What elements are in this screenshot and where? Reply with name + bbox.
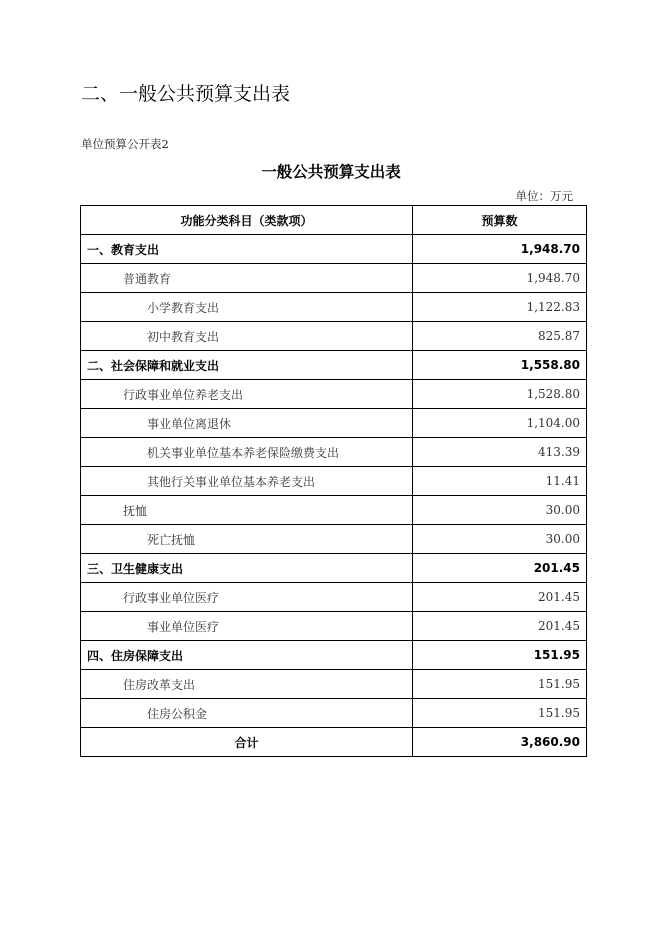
category-cell: 机关事业单位基本养老保险缴费支出 [81, 438, 413, 467]
budget-value-cell: 825.87 [413, 322, 587, 351]
category-cell: 行政事业单位养老支出 [81, 380, 413, 409]
table-code: 单位预算公开表2 [81, 137, 169, 151]
budget-value-cell: 1,104.00 [413, 409, 587, 438]
category-cell: 一、教育支出 [81, 235, 413, 264]
category-cell: 四、住房保障支出 [81, 641, 413, 670]
category-cell: 其他行关事业单位基本养老支出 [81, 467, 413, 496]
budget-value-cell: 201.45 [413, 583, 587, 612]
budget-value-cell: 30.00 [413, 525, 587, 554]
category-cell: 普通教育 [81, 264, 413, 293]
table-row [81, 264, 587, 293]
column-header-category: 功能分类科目（类款项） [81, 206, 413, 235]
total-value: 3,860.90 [413, 728, 587, 757]
category-cell: 行政事业单位医疗 [81, 583, 413, 612]
category-cell: 事业单位医疗 [81, 612, 413, 641]
budget-value-cell: 201.45 [413, 612, 587, 641]
category-cell: 二、社会保障和就业支出 [81, 351, 413, 380]
budget-value-cell: 1,948.70 [413, 264, 587, 293]
budget-value-cell: 151.95 [413, 641, 587, 670]
category-cell: 抚恤 [81, 496, 413, 525]
table-row [81, 496, 587, 525]
table-row [81, 670, 587, 699]
budget-table [80, 205, 587, 757]
table-row [81, 641, 587, 670]
budget-value-cell: 1,528.80 [413, 380, 587, 409]
table-row [81, 380, 587, 409]
table-row [81, 293, 587, 322]
budget-value-cell: 201.45 [413, 554, 587, 583]
table-row [81, 322, 587, 351]
unit-label: 单位：万元 [515, 189, 573, 203]
budget-value-cell: 1,558.80 [413, 351, 587, 380]
column-header-budget: 预算数 [413, 206, 587, 235]
budget-value-cell: 151.95 [413, 670, 587, 699]
budget-value-cell: 1,948.70 [413, 235, 587, 264]
category-cell: 住房改革支出 [81, 670, 413, 699]
table-row [81, 351, 587, 380]
table-row [81, 612, 587, 641]
table-row [81, 583, 587, 612]
category-cell: 死亡抚恤 [81, 525, 413, 554]
table-title: 一般公共预算支出表 [261, 163, 401, 181]
section-heading: 二、一般公共预算支出表 [81, 83, 291, 105]
table-row [81, 438, 587, 467]
category-cell: 住房公积金 [81, 699, 413, 728]
table-header-row [81, 206, 587, 235]
budget-value-cell: 151.95 [413, 699, 587, 728]
table-row [81, 467, 587, 496]
table-row [81, 554, 587, 583]
table-row [81, 235, 587, 264]
budget-value-cell: 30.00 [413, 496, 587, 525]
category-cell: 事业单位离退休 [81, 409, 413, 438]
total-label: 合计 [81, 728, 413, 757]
table-row [81, 525, 587, 554]
table-row [81, 409, 587, 438]
budget-value-cell: 1,122.83 [413, 293, 587, 322]
budget-value-cell: 413.39 [413, 438, 587, 467]
table-row [81, 699, 587, 728]
total-row [81, 728, 587, 757]
budget-value-cell: 11.41 [413, 467, 587, 496]
category-cell: 初中教育支出 [81, 322, 413, 351]
category-cell: 小学教育支出 [81, 293, 413, 322]
category-cell: 三、卫生健康支出 [81, 554, 413, 583]
